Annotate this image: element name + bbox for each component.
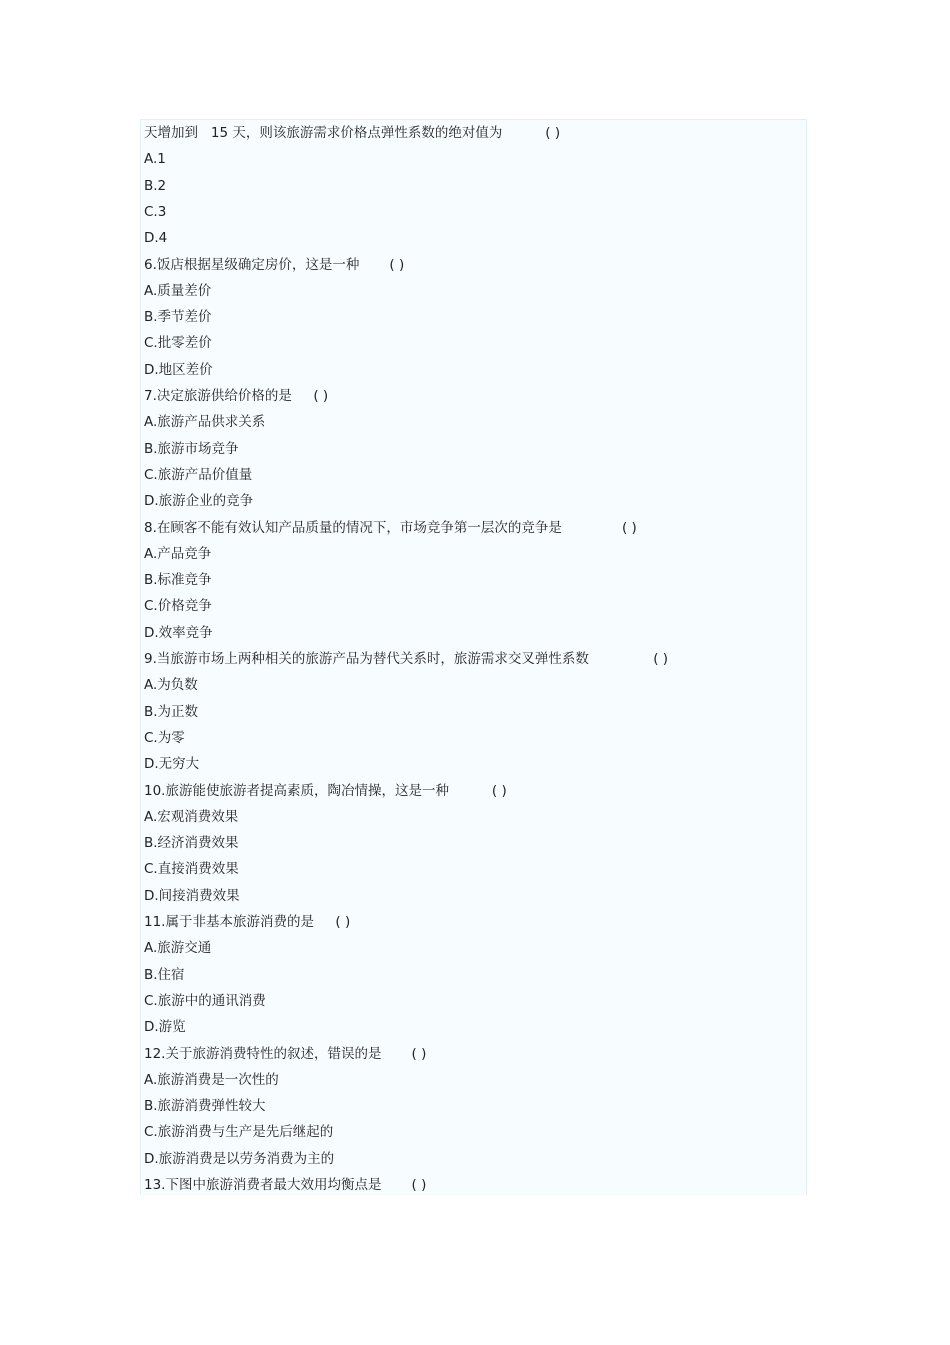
document-page — [140, 119, 807, 1195]
text-line: C.价格竞争 — [144, 598, 212, 615]
text-line: B.2 — [144, 177, 167, 194]
text-line: 12.关于旅游消费特性的叙述，错误的是 ( ) — [144, 1045, 427, 1062]
text-line: A.1 — [144, 151, 166, 168]
text-line: D.4 — [144, 230, 168, 247]
text-line: 9.当旅游市场上两种相关的旅游产品为替代关系时，旅游需求交叉弹性系数 ( ) — [144, 651, 669, 667]
text-line: B.旅游消费弹性较大 — [144, 1098, 266, 1115]
text-line: C.直接消费效果 — [144, 861, 239, 878]
text-line: 6.饭店根据星级确定房价，这是一种 ( ) — [144, 256, 405, 273]
text-line: 7.决定旅游供给价格的是 ( ) — [144, 388, 329, 404]
text-line: B.住宿 — [144, 966, 185, 983]
text-line: D.间接消费效果 — [144, 887, 240, 904]
text-line: C.旅游消费与生产是先后继起的 — [144, 1124, 334, 1141]
text-line: B.为正数 — [144, 703, 199, 720]
text-line: 13.下图中旅游消费者最大效用均衡点是 ( ) — [144, 1177, 427, 1193]
text-line: D.游览 — [144, 1019, 186, 1036]
text-line: 8.在顾客不能有效认知产品质量的情况下，市场竞争第一层次的竞争是 ( ) — [144, 519, 637, 536]
text-line: D.地区差价 — [144, 361, 213, 378]
text-line: D.旅游消费是以劳务消费为主的 — [144, 1150, 335, 1167]
text-line: C.为零 — [144, 729, 185, 746]
text-line: A.旅游产品供求关系 — [144, 414, 266, 431]
text-line: A.质量差价 — [144, 282, 212, 299]
text-line: D.旅游企业的竞争 — [144, 493, 254, 510]
question-list — [141, 120, 806, 1195]
text-line: A.产品竞争 — [144, 545, 212, 562]
text-line: A.为负数 — [144, 677, 198, 694]
text-line: B.标准竞争 — [144, 572, 212, 589]
text-line: 天增加到 15 天，则该旅游需求价格点弹性系数的绝对值为 ( ) — [144, 125, 561, 141]
text-line: 10.旅游能使旅游者提高素质，陶冶情操，这是一种 ( ) — [144, 782, 507, 799]
text-line: C.3 — [144, 203, 167, 220]
text-line: C.批零差价 — [144, 335, 212, 352]
text-line: D.效率竞争 — [144, 624, 213, 641]
text-line: C.旅游中的通讯消费 — [144, 992, 266, 1009]
text-line: D.无穷大 — [144, 756, 200, 773]
text-line: B.季节差价 — [144, 309, 212, 326]
text-line: B.旅游市场竞争 — [144, 440, 239, 457]
text-line: A.旅游消费是一次性的 — [144, 1071, 279, 1088]
text-line: B.经济消费效果 — [144, 835, 239, 852]
text-line: C.旅游产品价值量 — [144, 466, 253, 483]
text-line: A.宏观消费效果 — [144, 808, 239, 825]
text-line: A.旅游交通 — [144, 940, 212, 957]
text-line: 11.属于非基本旅游消费的是 ( ) — [144, 914, 351, 930]
